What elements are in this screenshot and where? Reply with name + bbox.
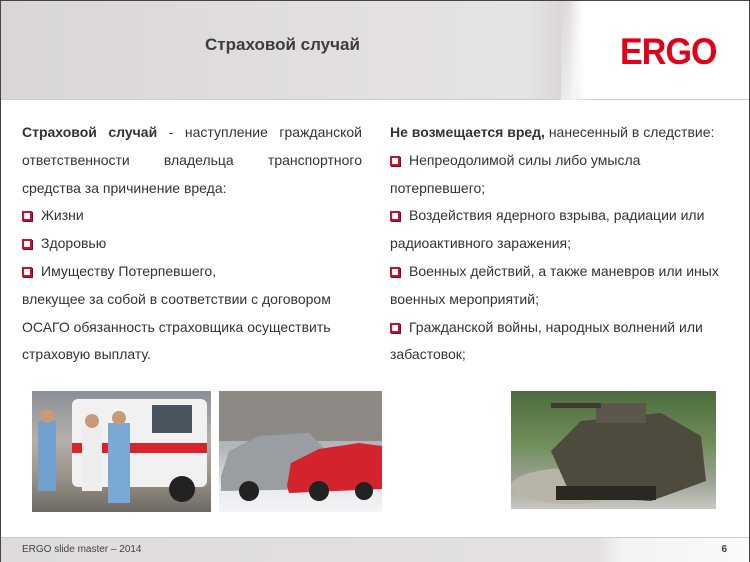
page-curl-decoration xyxy=(561,1,591,100)
footer xyxy=(1,537,749,562)
footer-text: ERGO slide master – 2014 xyxy=(22,544,142,555)
car-crash-photo xyxy=(219,391,382,512)
exclusion-text-cont: забастовок; xyxy=(390,346,466,363)
header-banner xyxy=(1,1,749,100)
lead-text: нанесенный в следствие: xyxy=(544,124,715,140)
exclusion-text: Гражданской войны, народных волнений или xyxy=(409,318,703,335)
ambulance-photo xyxy=(32,391,211,512)
page-number: 6 xyxy=(721,544,727,555)
exclusion-text: Непреодолимой силы либо умысла xyxy=(409,151,641,168)
bullet-item xyxy=(22,230,362,258)
lead-bold: Не возмещается вред, xyxy=(390,124,545,140)
definition-line-1 xyxy=(22,119,362,147)
tail-line: ОСАГО обязанность страховщика осуществить xyxy=(22,318,331,335)
bullet-item xyxy=(22,258,362,286)
ergo-logo: ERGO xyxy=(620,31,717,72)
definition-column xyxy=(22,119,362,369)
checkbox-bullet-icon xyxy=(390,323,400,333)
exclusion-text: Воздействия ядерного взрыва, радиации или xyxy=(409,207,705,224)
exclusion-item xyxy=(390,314,735,342)
term-bold: Страховой случай xyxy=(22,124,158,140)
checkbox-bullet-icon xyxy=(390,156,400,166)
bullet-item xyxy=(22,202,362,230)
tail-line: страховую выплату. xyxy=(22,346,151,363)
exclusion-text-cont: потерпевшего; xyxy=(390,179,486,196)
exclusions-column xyxy=(390,119,735,369)
exclusion-item xyxy=(390,258,735,286)
exclusion-item xyxy=(390,202,735,230)
exclusions-lead xyxy=(390,119,735,147)
tail-line: влекущее за собой в соответствии с договором xyxy=(22,290,331,307)
checkbox-bullet-icon xyxy=(22,211,32,221)
tank-photo xyxy=(511,391,716,509)
bullet-text: Имуществу Потерпевшего, xyxy=(41,262,217,279)
exclusion-item xyxy=(390,147,735,175)
definition-line-3: средства за причинение вреда: xyxy=(22,179,227,196)
exclusion-text-cont: военных мероприятий; xyxy=(390,290,539,307)
exclusion-text: Военных действий, а также маневров или иных xyxy=(409,262,719,279)
checkbox-bullet-icon xyxy=(22,239,32,249)
bullet-text: Здоровью xyxy=(41,235,107,252)
checkbox-bullet-icon xyxy=(390,267,400,277)
exclusion-text-cont: радиоактивного заражения; xyxy=(390,235,572,252)
checkbox-bullet-icon xyxy=(22,267,32,277)
definition-line-2: ответственности владельца транспортного xyxy=(22,151,362,168)
slide-title: Страховой случай xyxy=(205,35,360,54)
definition-text: - наступление гражданской xyxy=(157,124,362,140)
checkbox-bullet-icon xyxy=(390,211,400,221)
bullet-text: Жизни xyxy=(41,207,84,224)
